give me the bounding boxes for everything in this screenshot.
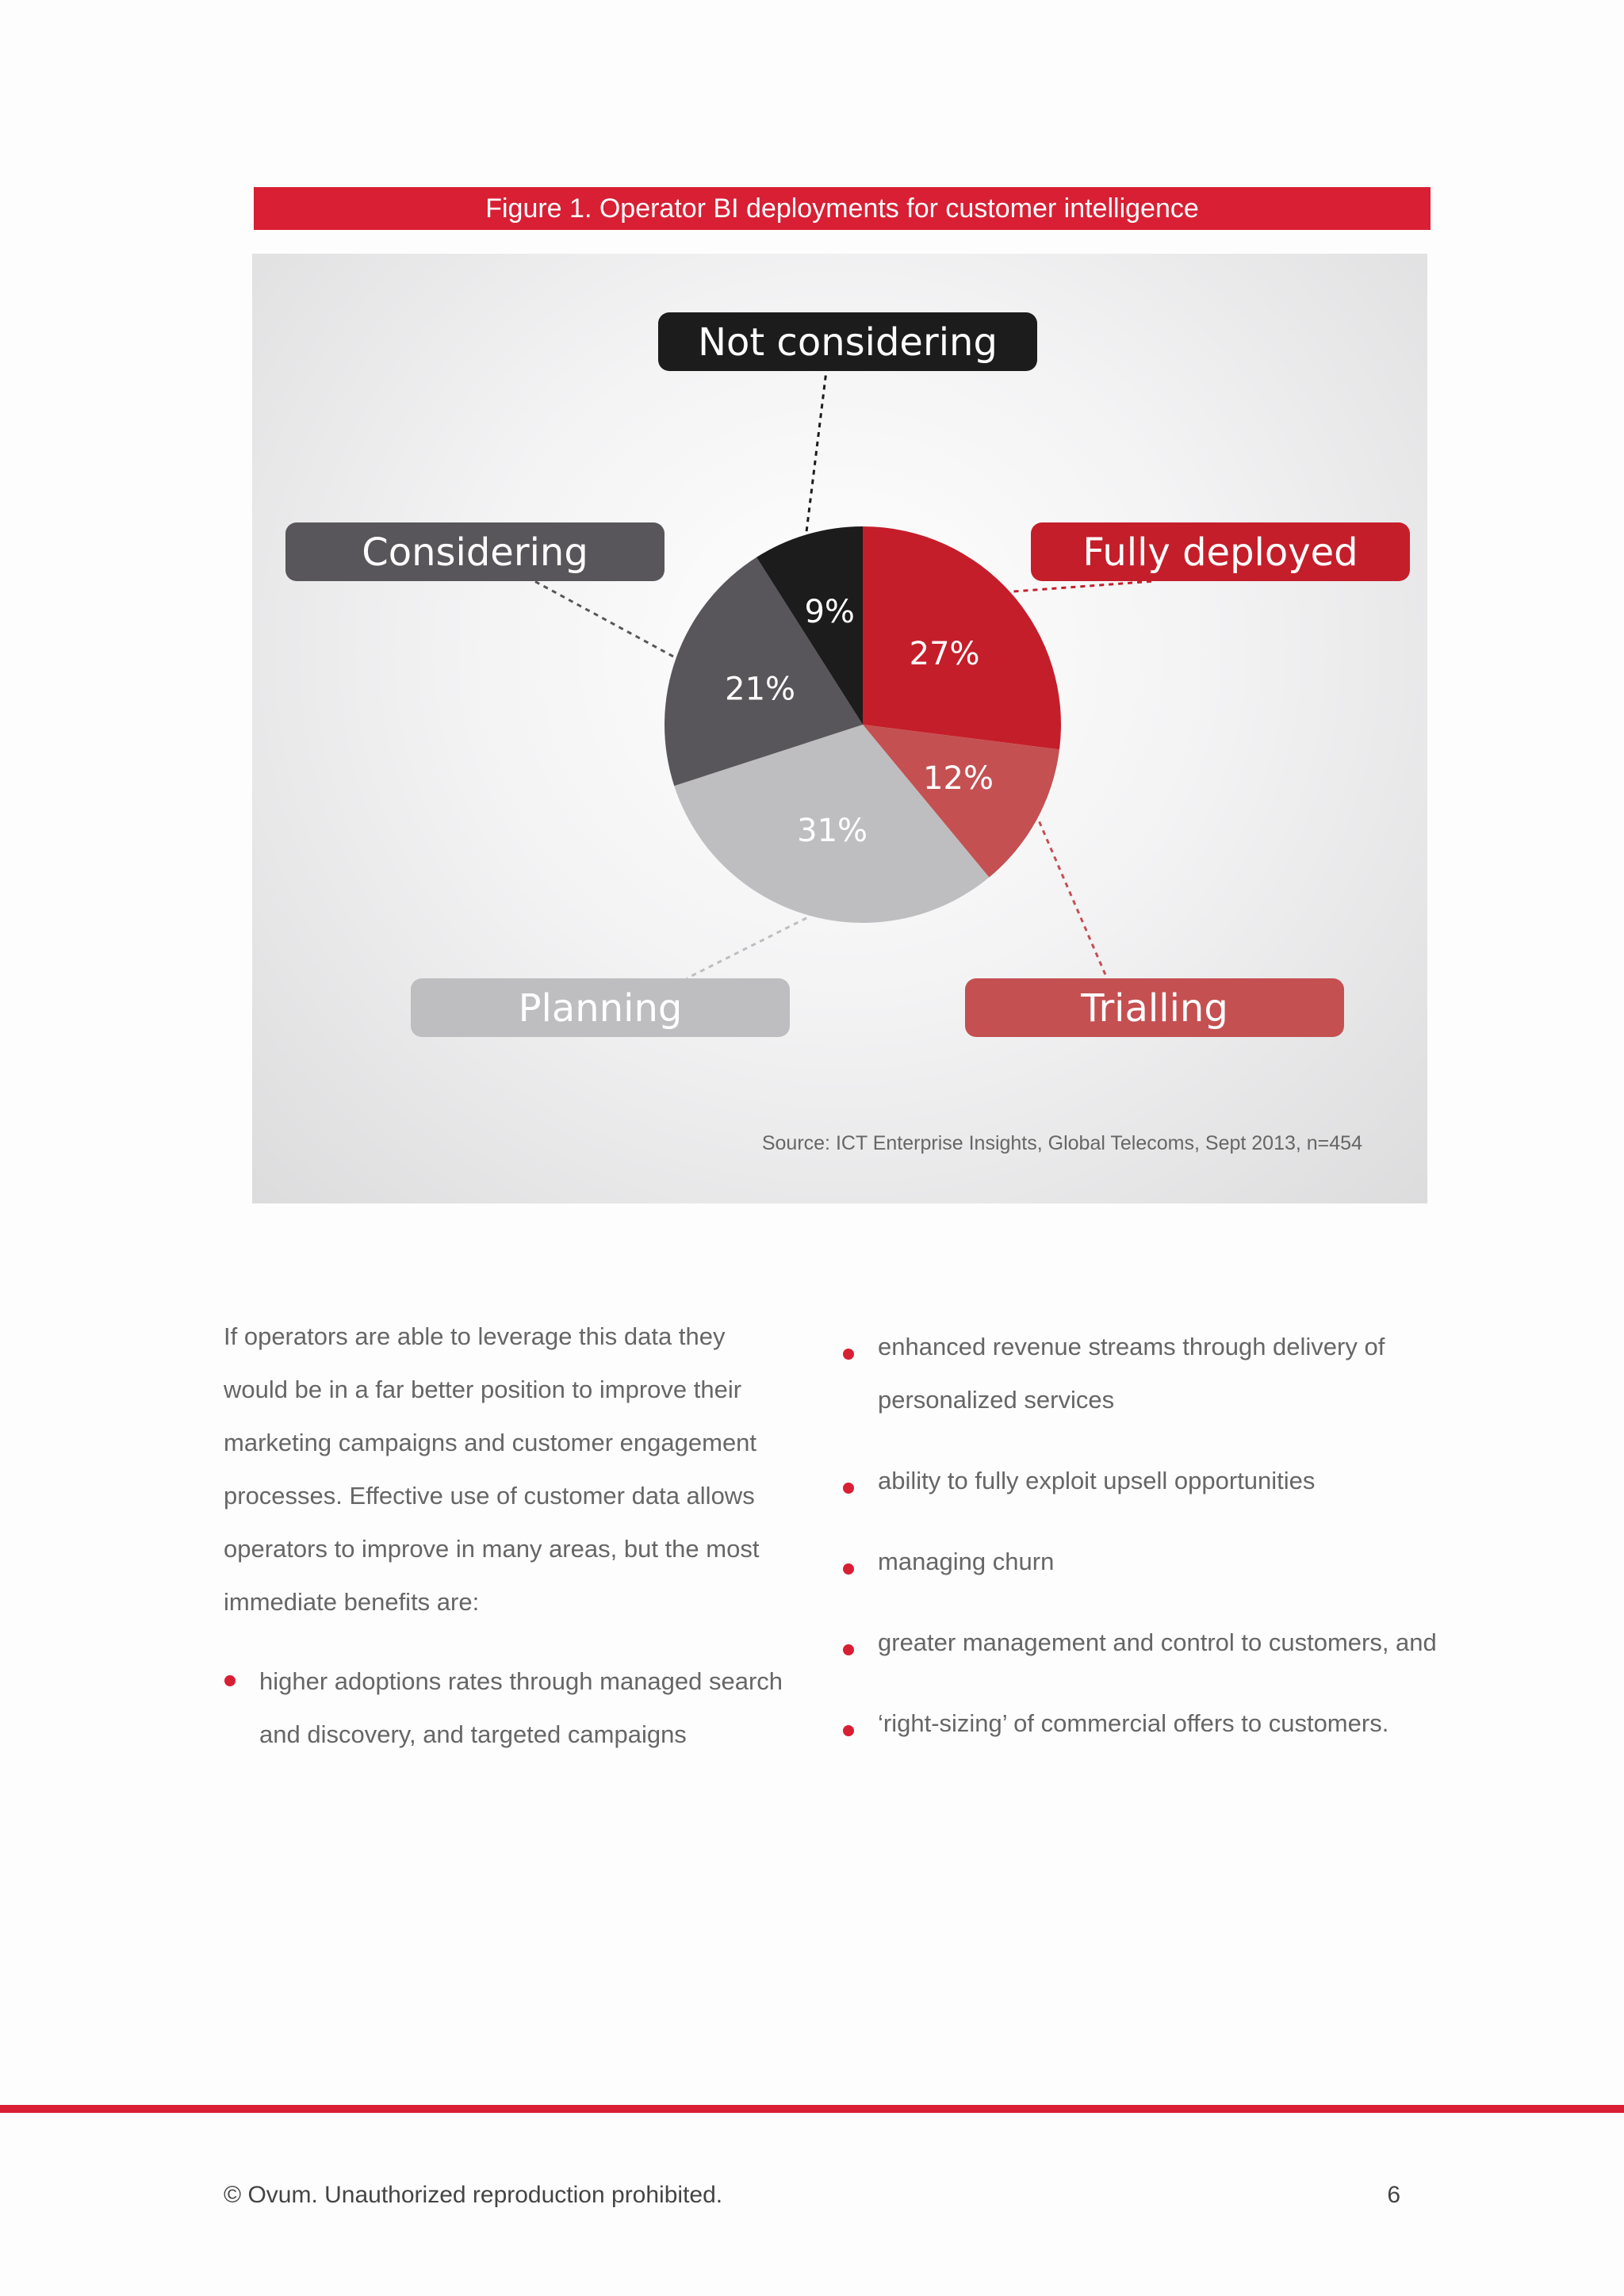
intro-paragraph: If operators are able to leverage this data they would be in a far better position to improve their marketing campaigns and customer engagement processes. Effective use of customer data allows operators to improve in many areas, but the most immediate benefits are: xyxy=(224,1322,760,1616)
pie-chart-panel xyxy=(252,254,1427,1203)
category-label: Fully deployed xyxy=(1082,530,1358,575)
slice-value-label: 12% xyxy=(923,760,994,798)
leader-line xyxy=(1040,821,1107,978)
pie-chart xyxy=(252,254,1427,1203)
category-label: Planning xyxy=(518,986,683,1031)
left-bullet-list xyxy=(224,1655,795,1761)
bullet-item: greater management and control to customers, and xyxy=(878,1616,1449,1669)
leader-line xyxy=(687,918,806,978)
bullet-item: ‘right-sizing’ of commercial offers to customers. xyxy=(878,1697,1449,1750)
slice-value-label: 31% xyxy=(797,813,868,849)
footer-rule xyxy=(0,2105,1624,2113)
bullet-item: managing churn xyxy=(878,1535,1449,1588)
slice-value-label: 27% xyxy=(909,636,980,673)
category-label: Trialling xyxy=(1081,986,1228,1031)
chart-source: Source: ICT Enterprise Insights, Global Telecoms, Sept 2013, n=454 xyxy=(761,1132,1362,1154)
bullet-item: ability to fully exploit upsell opportunities xyxy=(878,1454,1449,1507)
copyright-notice: © Ovum. Unauthorized reproduction prohibited. xyxy=(224,2182,723,2208)
category-label: Not considering xyxy=(698,320,998,365)
figure-title: Figure 1. Operator BI deployments for customer intelligence xyxy=(254,187,1431,230)
body-right-column xyxy=(878,1320,1449,1777)
leader-line xyxy=(534,581,673,656)
body-left-column xyxy=(224,1310,795,1761)
bullet-item: enhanced revenue streams through delivery of personalized services xyxy=(878,1320,1449,1426)
right-bullet-list xyxy=(878,1320,1449,1750)
slice-value-label: 9% xyxy=(804,594,855,630)
leader-line xyxy=(806,371,826,531)
leader-line xyxy=(1014,581,1155,591)
bullet-item: higher adoptions rates through managed search and discovery, and targeted campaigns xyxy=(259,1655,795,1761)
page-number: 6 xyxy=(1387,2182,1400,2208)
category-label: Considering xyxy=(362,530,588,575)
slice-value-label: 21% xyxy=(725,671,796,708)
